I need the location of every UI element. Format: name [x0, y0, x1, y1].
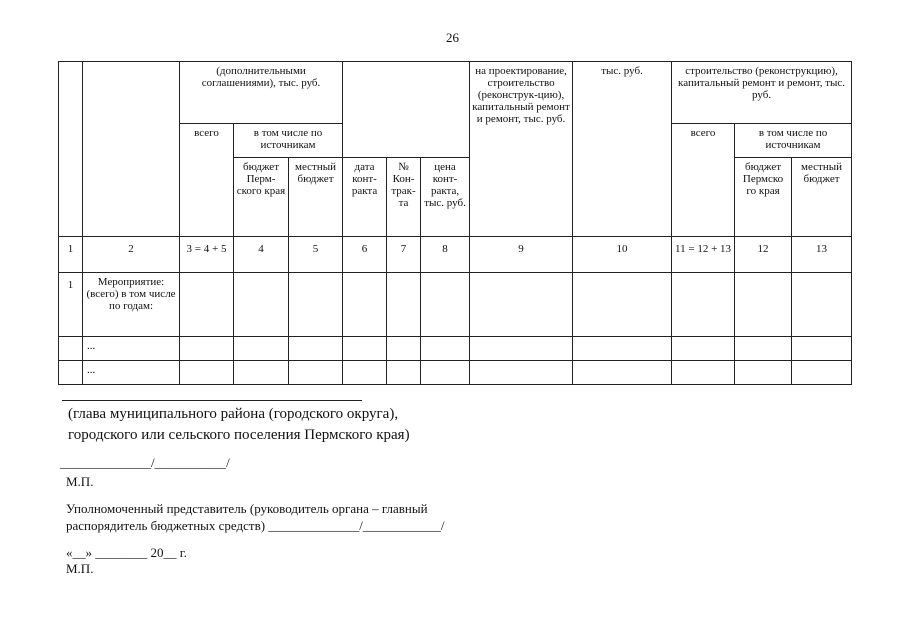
header-v-tom-chisle: в том числе по источникам [234, 124, 343, 158]
header-dop-soglasheniya: (дополнительными соглашениями), тыс. руб. [180, 62, 343, 124]
table-cell [792, 361, 852, 385]
table-cell [573, 273, 672, 337]
column-number-2: 2 [83, 237, 180, 273]
head-title [68, 404, 410, 446]
column-number-5: 5 [289, 237, 343, 273]
representative-line-1: Уполномоченный представитель (руководитель органа – главный [66, 501, 428, 516]
header-budget-perm: бюджет Перм-ского края [234, 158, 289, 237]
table-cell [234, 337, 289, 361]
header-nomer-kontrakta: № Кон-трак-та [387, 158, 421, 237]
representative-block [66, 500, 445, 534]
table-cell [59, 361, 83, 385]
table-cell [180, 361, 234, 385]
header-mestny-budget: местный бюджет [289, 158, 343, 237]
representative-line-2: распорядитель бюджетных средств) ______________/____________/ [66, 518, 445, 533]
row-1-meropriyatie: Мероприятие: (всего) в том числе по годам: [83, 273, 180, 337]
table-cell [735, 273, 792, 337]
page-number: 26 [446, 30, 459, 45]
table-cell [343, 273, 387, 337]
table-cell [387, 337, 421, 361]
signature-rule [62, 400, 362, 401]
column-number-9: 9 [470, 237, 573, 273]
column-number-10: 10 [573, 237, 672, 273]
row-1-number: 1 [59, 273, 83, 337]
head-title-line-2: городского или сельского поселения Пермского края) [68, 427, 410, 443]
table-cell [470, 337, 573, 361]
head-signature-line: ______________/___________/ [60, 455, 230, 470]
table-cell [180, 337, 234, 361]
table-cell [735, 361, 792, 385]
column-number-12: 12 [735, 237, 792, 273]
table-cell [289, 337, 343, 361]
table-cell [470, 361, 573, 385]
column-number-6: 6 [343, 237, 387, 273]
header-contract-empty [343, 62, 470, 158]
table-cell [343, 361, 387, 385]
table-cell [421, 337, 470, 361]
stamp-place-2: М.П. [66, 561, 94, 576]
table-cell [343, 337, 387, 361]
row-3-ellipsis: ... [83, 361, 180, 385]
column-number-11: 11 = 12 + 13 [672, 237, 735, 273]
header-col-2-empty [83, 62, 180, 237]
column-number-7: 7 [387, 237, 421, 273]
header-stroitelstvo: строительство (реконструкцию), капитальный ремонт и ремонт, тыс. руб. [672, 62, 852, 124]
table-cell [180, 273, 234, 337]
table-cell [59, 337, 83, 361]
table-cell [573, 337, 672, 361]
table-cell [470, 273, 573, 337]
column-number-1: 1 [59, 237, 83, 273]
column-number-13: 13 [792, 237, 852, 273]
table-cell [573, 361, 672, 385]
column-number-4: 4 [234, 237, 289, 273]
table-cell [672, 337, 735, 361]
contracts-table [58, 61, 852, 385]
header-col-1-empty [59, 62, 83, 237]
table-cell [289, 273, 343, 337]
header-mestny-budget-2: местный бюджет [792, 158, 852, 237]
table-cell [792, 337, 852, 361]
row-2-ellipsis: ... [83, 337, 180, 361]
column-number-8: 8 [421, 237, 470, 273]
header-data-kontrakta: дата конт-ракта [343, 158, 387, 237]
header-vsego-2: всего [672, 124, 735, 237]
table-cell [387, 273, 421, 337]
table-cell [234, 361, 289, 385]
header-vsego: всего [180, 124, 234, 237]
table-cell [735, 337, 792, 361]
table-cell [289, 361, 343, 385]
date-line: «__» ________ 20__ г. [66, 545, 187, 560]
header-v-tom-chisle-2: в том числе по источникам [735, 124, 852, 158]
header-cena-kontrakta: цена конт-ракта, тыс. руб. [421, 158, 470, 237]
table-cell [234, 273, 289, 337]
table-cell [421, 273, 470, 337]
stamp-place-1: М.П. [66, 474, 94, 489]
column-number-3: 3 = 4 + 5 [180, 237, 234, 273]
table-cell [421, 361, 470, 385]
table-cell [792, 273, 852, 337]
table-cell [387, 361, 421, 385]
table-cell [672, 361, 735, 385]
header-budget-perm-2: бюджет Пермско го края [735, 158, 792, 237]
header-tys-rub: тыс. руб. [573, 62, 672, 237]
head-title-line-1: (глава муниципального района (городского округа), [68, 406, 399, 422]
header-proektirovanie: на проектирование, строительство (реконструк-цию), капитальный ремонт и ремонт, тыс. руб. [470, 62, 573, 237]
table-cell [672, 273, 735, 337]
